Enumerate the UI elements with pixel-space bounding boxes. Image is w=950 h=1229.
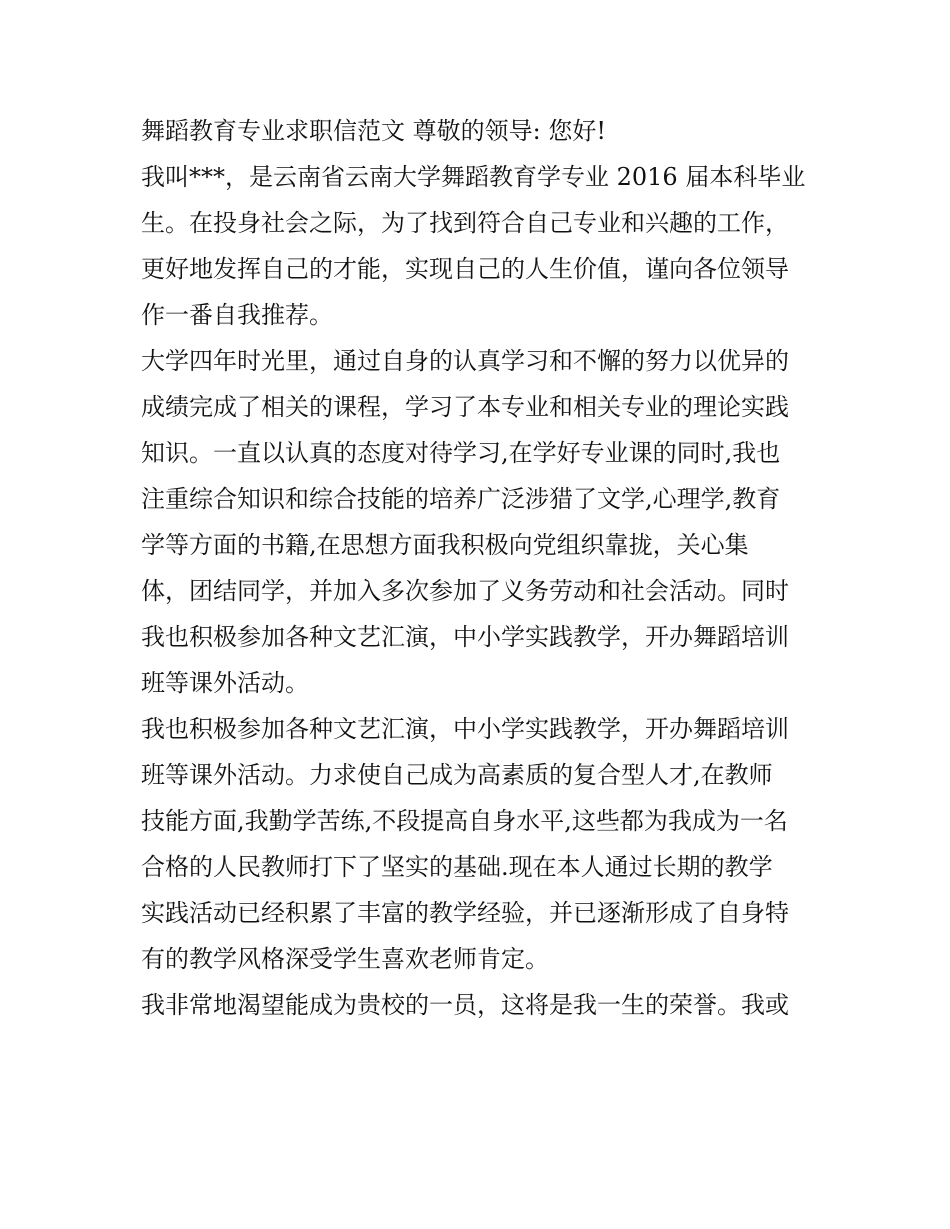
text-line: 知识。一直以认真的态度对待学习,在学好专业课的同时,我也 <box>141 439 781 467</box>
text-line: 成绩完成了相关的课程，学习了本专业和相关专业的理论实践 <box>141 393 789 421</box>
text-line: 有的教学风格深受学生喜欢老师肯定。 <box>141 945 549 973</box>
text-line: 实践活动已经积累了丰富的教学经验，并已逐渐形成了自身特 <box>141 899 789 927</box>
text-line: 我也积极参加各种文艺汇演，中小学实践教学，开办舞蹈培训 <box>141 715 789 743</box>
text-line: 我叫***，是云南省云南大学舞蹈教育学专业 2016 届本科毕业 <box>141 163 806 191</box>
text-line: 更好地发挥自己的才能，实现自己的人生价值，谨向各位领导 <box>141 255 789 283</box>
text-line: 注重综合知识和综合技能的培养广泛涉猎了文学,心理学,教育 <box>141 485 781 513</box>
letter-body <box>141 108 821 1028</box>
text-line: 体，团结同学，并加入多次参加了义务劳动和社会活动。同时 <box>141 577 789 605</box>
text-line: 我非常地渴望能成为贵校的一员，这将是我一生的荣誉。我或 <box>141 991 789 1019</box>
text-line: 生。在投身社会之际，为了找到符合自己专业和兴趣的工作， <box>141 209 789 237</box>
text-line: 大学四年时光里，通过自身的认真学习和不懈的努力以优异的 <box>141 347 789 375</box>
text-line: 我也积极参加各种文艺汇演，中小学实践教学，开办舞蹈培训 <box>141 623 789 651</box>
text-line: 学等方面的书籍,在思想方面我积极向党组织靠拢，关心集 <box>141 531 749 559</box>
letter-title-line: 舞蹈教育专业求职信范文 尊敬的领导: 您好! <box>141 117 606 145</box>
text-line: 班等课外活动。 <box>141 669 309 697</box>
text-line: 班等课外活动。力求使自己成为高素质的复合型人才,在教师 <box>141 761 773 789</box>
text-line: 技能方面,我勤学苦练,不段提高自身水平,这些都为我成为一名 <box>141 807 788 835</box>
text-line: 作一番自我推荐。 <box>141 301 333 329</box>
text-line: 合格的人民教师打下了坚实的基础.现在本人通过长期的教学 <box>141 853 773 881</box>
